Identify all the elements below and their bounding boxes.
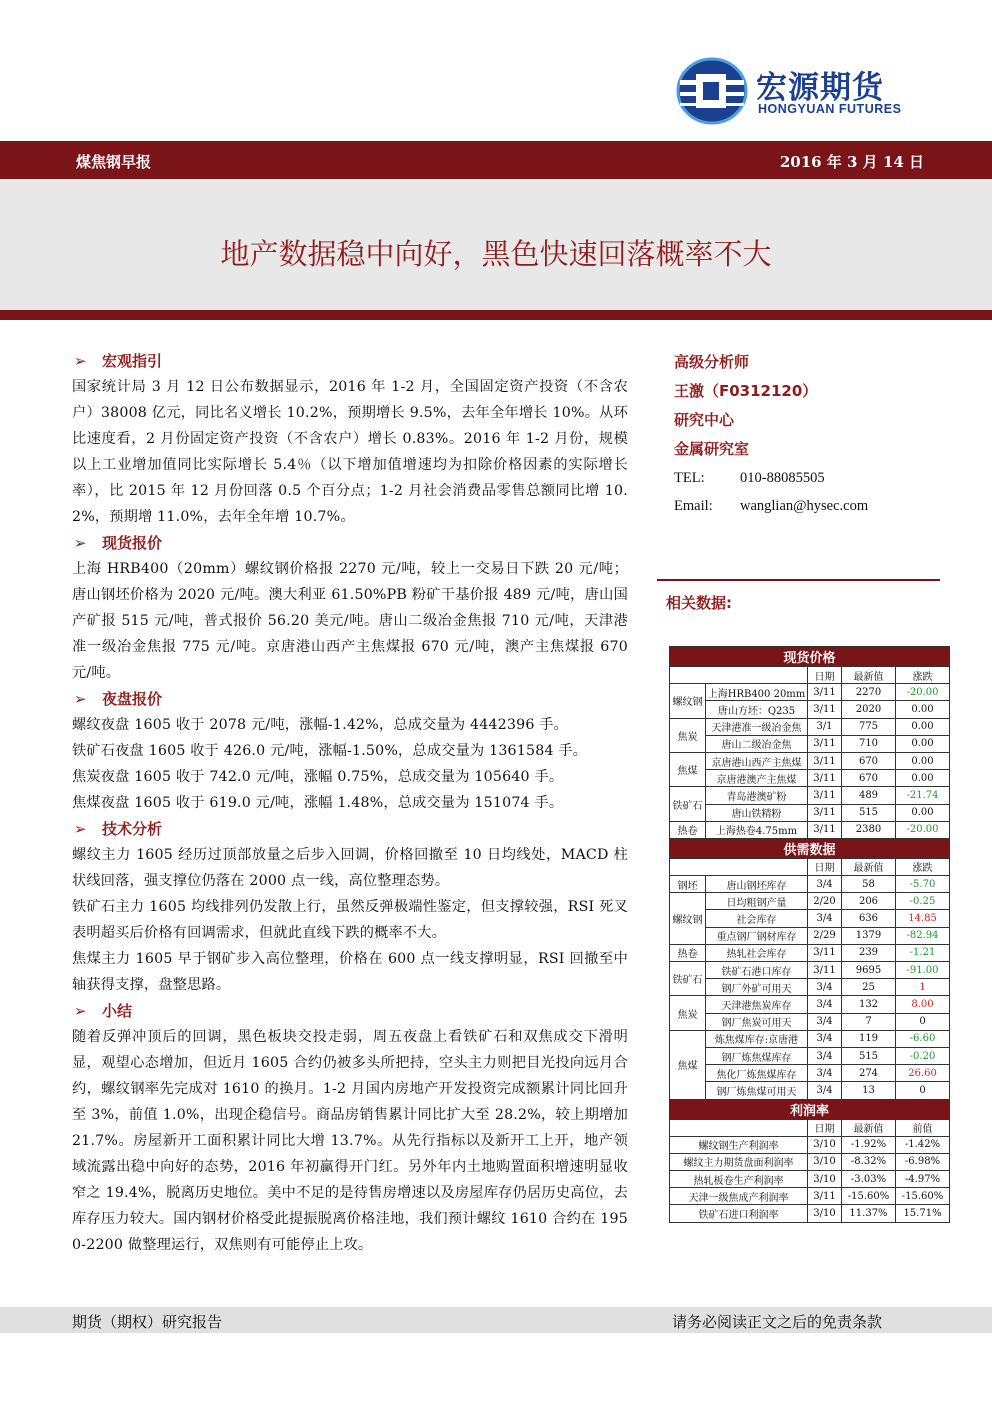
technical-paragraph: 螺纹主力 1605 经历过顶部放量之后步入回调，价格回撤至 10 日均线处，MACD 柱状线回落，强支撑位仍落在 2000 点一线，高位整理态势。 bbox=[72, 847, 628, 889]
row-change: -21.74 bbox=[896, 787, 950, 804]
row-date: 3/11 bbox=[808, 944, 842, 961]
row-value: 7 bbox=[842, 1013, 896, 1030]
table-row bbox=[670, 1205, 950, 1222]
analyst-tel: TEL: 010-88085505 bbox=[674, 470, 825, 486]
logo-english-name: HONGYUAN FUTURES bbox=[758, 102, 902, 116]
row-name: 天津一级焦成产利润率 bbox=[670, 1188, 808, 1205]
row-value: 515 bbox=[842, 804, 896, 821]
row-date: 3/4 bbox=[808, 876, 842, 893]
row-category: 热卷 bbox=[670, 944, 706, 961]
row-date: 3/4 bbox=[808, 1013, 842, 1030]
row-change: -20.00 bbox=[896, 684, 950, 701]
table-row bbox=[670, 1047, 950, 1064]
row-change: -20.00 bbox=[896, 821, 950, 838]
row-change: 0.00 bbox=[896, 752, 950, 769]
row-name: 钢厂焦炭可用天 bbox=[706, 1013, 808, 1030]
table-column-header: 涨跌 bbox=[896, 667, 950, 684]
table-row bbox=[670, 927, 950, 944]
section-heading-night: ➢ 夜盘报价 bbox=[72, 686, 628, 712]
row-value: 710 bbox=[842, 735, 896, 752]
row-change: 0.00 bbox=[896, 718, 950, 735]
row-previous: 15.71% bbox=[896, 1205, 950, 1222]
row-change: -82.94 bbox=[896, 927, 950, 944]
analyst-info bbox=[674, 348, 944, 520]
row-date: 3/4 bbox=[808, 1030, 842, 1047]
report-header-bar bbox=[0, 141, 992, 179]
row-date: 3/10 bbox=[808, 1205, 842, 1222]
row-name: 热轧社会库存 bbox=[706, 944, 808, 961]
row-change: -91.00 bbox=[896, 962, 950, 979]
arrow-bullet-icon: ➢ bbox=[74, 820, 87, 838]
row-category: 铁矿石 bbox=[670, 787, 706, 821]
row-name: 唐山钢坯库存 bbox=[706, 876, 808, 893]
table-row bbox=[670, 735, 950, 752]
row-value: -8.32% bbox=[842, 1153, 896, 1170]
hongyuan-logo bbox=[676, 56, 916, 126]
row-category: 焦煤 bbox=[670, 752, 706, 786]
table-row bbox=[670, 752, 950, 769]
row-value: 2020 bbox=[842, 701, 896, 718]
row-name: 社会库存 bbox=[706, 910, 808, 927]
row-change: 0.00 bbox=[896, 701, 950, 718]
row-date: 3/11 bbox=[808, 962, 842, 979]
row-value: 132 bbox=[842, 996, 896, 1013]
arrow-bullet-icon: ➢ bbox=[74, 1002, 87, 1020]
row-date: 3/11 bbox=[808, 684, 842, 701]
row-date: 2/29 bbox=[808, 927, 842, 944]
row-name: 唐山二级冶金焦 bbox=[706, 735, 808, 752]
row-change: 0 bbox=[896, 1013, 950, 1030]
table-row bbox=[670, 770, 950, 787]
table-header-blank bbox=[670, 667, 808, 684]
table-column-header: 最新值 bbox=[842, 667, 896, 684]
row-change: 1 bbox=[896, 979, 950, 996]
row-date: 3/4 bbox=[808, 1065, 842, 1082]
analyst-name: 王激（F0312120） bbox=[674, 382, 818, 400]
row-name: 螺纹主力期货盘面利润率 bbox=[670, 1153, 808, 1170]
row-previous: -6.98% bbox=[896, 1153, 950, 1170]
arrow-bullet-icon: ➢ bbox=[74, 534, 87, 552]
row-category: 焦煤 bbox=[670, 1030, 706, 1099]
table-column-header: 日期 bbox=[808, 667, 842, 684]
report-date: 2016 年 3 月 14 日 bbox=[779, 153, 924, 171]
row-change: 0.00 bbox=[896, 804, 950, 821]
market-data-table bbox=[669, 646, 949, 1223]
row-date: 3/11 bbox=[808, 752, 842, 769]
row-date: 3/10 bbox=[808, 1171, 842, 1188]
row-date: 3/10 bbox=[808, 1153, 842, 1170]
table-row bbox=[670, 910, 950, 927]
row-value: 489 bbox=[842, 787, 896, 804]
row-value: 9695 bbox=[842, 962, 896, 979]
analyst-email: Email: wanglian@hysec.com bbox=[674, 498, 869, 514]
table-row bbox=[670, 701, 950, 718]
row-change: 0 bbox=[896, 1082, 950, 1099]
row-name: 炼焦煤库存:京唐港 bbox=[706, 1030, 808, 1047]
section-heading-technical: ➢ 技术分析 bbox=[72, 816, 628, 842]
email-link[interactable]: wanglian@hysec.com bbox=[740, 498, 869, 514]
table-section-title: 供需数据 bbox=[670, 838, 950, 858]
section-text-macro: 国家统计局 3 月 12 日公布数据显示，2016 年 1-2 月，全国固定资产投资（不含农户）38008 亿元，同比名义增长 10.2%，预期增长 9.5%，去年全年增长 10%。从环比速度看，2 月份固定资产投资（不含农户）增长 0.83%。2016 年 1-2 月份，规模以上工业增加值同比实际增长 5.4％（以下增加值增速均为扣除价格因素的实际增长率），比 2015 年 12 月份回落 0.5 个百分点；1-2 月社会消费品零售总额同比增 10.2%，预期增 11.0%，去年全年增 10.7%。 bbox=[72, 379, 628, 525]
row-name: 上海热卷4.75mm bbox=[706, 821, 808, 838]
table-row bbox=[670, 1188, 950, 1205]
row-category: 螺纹钢 bbox=[670, 684, 706, 718]
night-line: 焦炭夜盘 1605 收于 742.0 元/吨，涨幅 0.75%，总成交量为 105640 手。 bbox=[72, 769, 564, 785]
row-value: 11.37% bbox=[842, 1205, 896, 1222]
table-row bbox=[670, 1136, 950, 1153]
table-row bbox=[670, 821, 950, 838]
row-name: 天津港焦炭库存 bbox=[706, 996, 808, 1013]
table-row bbox=[670, 718, 950, 735]
row-value: 636 bbox=[842, 910, 896, 927]
table-row bbox=[670, 787, 950, 804]
section-heading-spot: ➢ 现货报价 bbox=[72, 530, 628, 556]
night-line: 焦煤夜盘 1605 收于 619.0 元/吨，涨幅 1.48%，总成交量为 151074 手。 bbox=[72, 795, 564, 811]
row-category: 铁矿石 bbox=[670, 962, 706, 996]
arrow-bullet-icon: ➢ bbox=[74, 352, 87, 370]
row-value: 2380 bbox=[842, 821, 896, 838]
table-row bbox=[670, 1171, 950, 1188]
table-row bbox=[670, 1030, 950, 1047]
row-value: 58 bbox=[842, 876, 896, 893]
row-value: 13 bbox=[842, 1082, 896, 1099]
row-date: 3/4 bbox=[808, 979, 842, 996]
table-row bbox=[670, 876, 950, 893]
footer-left: 期货（期权）研究报告 bbox=[72, 1313, 223, 1331]
table-row bbox=[670, 1082, 950, 1099]
section-text-summary: 随着反弹冲顶后的回调，黑色板块交投走弱，周五夜盘上看铁矿石和双焦成交下滑明显，观望心态增加，但近月 1605 合约仍被多头所把持，空头主力则把目光投向远月合约，螺纹钢率先完成对 1610 的换月。1-2 月国内房地产开发投资完成额累计同比回升至 3%，前值 1.0%，出现企稳信号。商品房销售累计同比扩大至 28.2%，较上期增加 21.7%。房屋新开工面积累计同比大增 13.7%。从先行指标以及新开工上开，地产领域流露出稳中向好的态势，2016 年初赢得开门红。另外年内土地购置面积增速明显收窄之 19.4%，脱离历史地位。美中不足的是待售房增速以及房屋库存仍居历史高位，去库存压力较大。国内钢材价格受此提振脱离价格洼地，我们预计螺纹 1610 合约在 1950-2200 做整理运行，双焦则有可能停止上攻。 bbox=[72, 1029, 628, 1253]
footer-right: 请务必阅读正文之后的免责条款 bbox=[671, 1313, 882, 1331]
table-column-header: 日期 bbox=[808, 1119, 842, 1136]
table-header-blank bbox=[670, 1119, 808, 1136]
technical-paragraph: 铁矿石主力 1605 均线排列仍发散上行，虽然反弹极端性鉴定，但支撑较强，RSI 死叉表明超买后价格有回调需求，但就此直线下跌的概率不大。 bbox=[72, 899, 628, 941]
row-date: 3/4 bbox=[808, 910, 842, 927]
table-column-header: 涨跌 bbox=[896, 858, 950, 875]
row-change: 14.85 bbox=[896, 910, 950, 927]
night-line: 铁矿石夜盘 1605 收于 426.0 元/吨，涨幅-1.50%，总成交量为 1361584 手。 bbox=[72, 743, 588, 759]
row-date: 3/11 bbox=[808, 770, 842, 787]
row-category: 热卷 bbox=[670, 821, 706, 838]
row-value: 206 bbox=[842, 893, 896, 910]
arrow-bullet-icon: ➢ bbox=[74, 690, 87, 708]
row-change: 0.00 bbox=[896, 735, 950, 752]
row-previous: -4.97% bbox=[896, 1171, 950, 1188]
row-change: -5.70 bbox=[896, 876, 950, 893]
title-divider bbox=[0, 310, 992, 320]
row-value: 670 bbox=[842, 752, 896, 769]
row-change: 0.00 bbox=[896, 770, 950, 787]
row-category: 钢坯 bbox=[670, 876, 706, 893]
row-date: 3/4 bbox=[808, 1047, 842, 1064]
table-row bbox=[670, 893, 950, 910]
row-change: 26.60 bbox=[896, 1065, 950, 1082]
table-row bbox=[670, 962, 950, 979]
table-row bbox=[670, 1065, 950, 1082]
row-name: 唐山铁精粉 bbox=[706, 804, 808, 821]
row-name: 京唐港澳产主焦煤 bbox=[706, 770, 808, 787]
logo-mark-icon bbox=[676, 56, 748, 126]
row-date: 3/10 bbox=[808, 1136, 842, 1153]
row-name: 热轧板卷生产利润率 bbox=[670, 1171, 808, 1188]
section-heading-summary: ➢ 小结 bbox=[72, 998, 628, 1024]
row-date: 3/11 bbox=[808, 787, 842, 804]
table-column-header: 最新值 bbox=[842, 858, 896, 875]
table-header-blank bbox=[670, 858, 808, 875]
row-name: 重点钢厂钢材库存 bbox=[706, 927, 808, 944]
row-previous: -1.42% bbox=[896, 1136, 950, 1153]
row-date: 3/11 bbox=[808, 821, 842, 838]
row-value: 274 bbox=[842, 1065, 896, 1082]
row-name: 钢厂炼焦煤库存 bbox=[706, 1047, 808, 1064]
report-title: 地产数据稳中向好，黑色快速回落概率不大 bbox=[220, 237, 772, 271]
row-value: 2270 bbox=[842, 684, 896, 701]
table-row bbox=[670, 1153, 950, 1170]
analyst-role: 高级分析师 bbox=[674, 353, 750, 371]
row-change: -0.20 bbox=[896, 1047, 950, 1064]
row-date: 3/4 bbox=[808, 996, 842, 1013]
row-name: 上海HRB400 20mm bbox=[706, 684, 808, 701]
table-row bbox=[670, 979, 950, 996]
table-section-title: 利润率 bbox=[670, 1099, 950, 1119]
row-name: 唐山方坯：Q235 bbox=[706, 701, 808, 718]
row-name: 钢厂炼焦煤可用天 bbox=[706, 1082, 808, 1099]
row-category: 焦炭 bbox=[670, 718, 706, 752]
row-value: 1379 bbox=[842, 927, 896, 944]
row-value: -3.03% bbox=[842, 1171, 896, 1188]
row-name: 青岛港澳矿粉 bbox=[706, 787, 808, 804]
table-row bbox=[670, 804, 950, 821]
table-row bbox=[670, 944, 950, 961]
row-value: -15.60% bbox=[842, 1188, 896, 1205]
analyst-dept: 研究中心 bbox=[674, 411, 735, 429]
section-heading-macro: ➢ 宏观指引 bbox=[72, 348, 628, 374]
analyst-subdept: 金属研究室 bbox=[674, 440, 750, 458]
main-body bbox=[72, 348, 628, 1258]
row-change: 8.00 bbox=[896, 996, 950, 1013]
table-column-header: 前值 bbox=[896, 1119, 950, 1136]
row-value: 119 bbox=[842, 1030, 896, 1047]
sidebar-divider bbox=[657, 579, 940, 581]
row-value: 775 bbox=[842, 718, 896, 735]
row-previous: -15.60% bbox=[896, 1188, 950, 1205]
row-value: 670 bbox=[842, 770, 896, 787]
row-name: 铁矿石港口库存 bbox=[706, 962, 808, 979]
row-name: 日均粗钢产量 bbox=[706, 893, 808, 910]
technical-paragraph: 焦煤主力 1605 早于钢矿步入高位整理，价格在 600 点一线支撑明显，RSI 回撤至中轴获得支撑，盘整思路。 bbox=[72, 951, 628, 993]
table-row bbox=[670, 996, 950, 1013]
row-value: 515 bbox=[842, 1047, 896, 1064]
section-text-spot: 上海 HRB400（20mm）螺纹钢价格报 2270 元/吨，较上一交易日下跌 20 元/吨；唐山钢坯价格为 2020 元/吨。澳大利亚 61.50%PB 粉矿干基价报 489 元/吨，唐山国产矿报 515 元/吨，普式报价 56.20 美元/吨。唐山二级冶金焦报 710 元/吨，天津港准一级冶金焦报 775 元/吨。京唐港山西产主焦煤报 670 元/吨，澳产主焦煤报 670 元/吨。 bbox=[72, 561, 628, 681]
row-date: 3/11 bbox=[808, 1188, 842, 1205]
row-date: 3/11 bbox=[808, 701, 842, 718]
row-change: -6.60 bbox=[896, 1030, 950, 1047]
row-name: 焦化厂炼焦煤库存 bbox=[706, 1065, 808, 1082]
table-column-header: 日期 bbox=[808, 858, 842, 875]
table-row bbox=[670, 1013, 950, 1030]
row-name: 铁矿石进口利润率 bbox=[670, 1205, 808, 1222]
row-name: 京唐港山西产主焦煤 bbox=[706, 752, 808, 769]
row-date: 3/4 bbox=[808, 1082, 842, 1099]
logo-chinese-name: 宏源期货 bbox=[756, 70, 884, 106]
row-value: 239 bbox=[842, 944, 896, 961]
row-name: 钢厂外矿可用天 bbox=[706, 979, 808, 996]
row-date: 3/11 bbox=[808, 804, 842, 821]
row-value: 25 bbox=[842, 979, 896, 996]
night-line: 螺纹夜盘 1605 收于 2078 元/吨，涨幅-1.42%，总成交量为 4442396 手。 bbox=[72, 717, 569, 733]
row-value: -1.92% bbox=[842, 1136, 896, 1153]
row-change: -1.21 bbox=[896, 944, 950, 961]
table-section-title: 现货价格 bbox=[670, 647, 950, 667]
row-category: 螺纹钢 bbox=[670, 893, 706, 945]
table-column-header: 最新值 bbox=[842, 1119, 896, 1136]
row-change: -0.25 bbox=[896, 893, 950, 910]
row-category: 焦炭 bbox=[670, 996, 706, 1030]
row-date: 3/1 bbox=[808, 718, 842, 735]
report-name: 煤焦钢早报 bbox=[76, 153, 152, 171]
table-row bbox=[670, 684, 950, 701]
related-data-label: 相关数据: bbox=[666, 594, 732, 612]
row-date: 3/11 bbox=[808, 735, 842, 752]
row-name: 天津港准一级冶金焦 bbox=[706, 718, 808, 735]
row-date: 2/20 bbox=[808, 893, 842, 910]
row-name: 螺纹钢生产利润率 bbox=[670, 1136, 808, 1153]
